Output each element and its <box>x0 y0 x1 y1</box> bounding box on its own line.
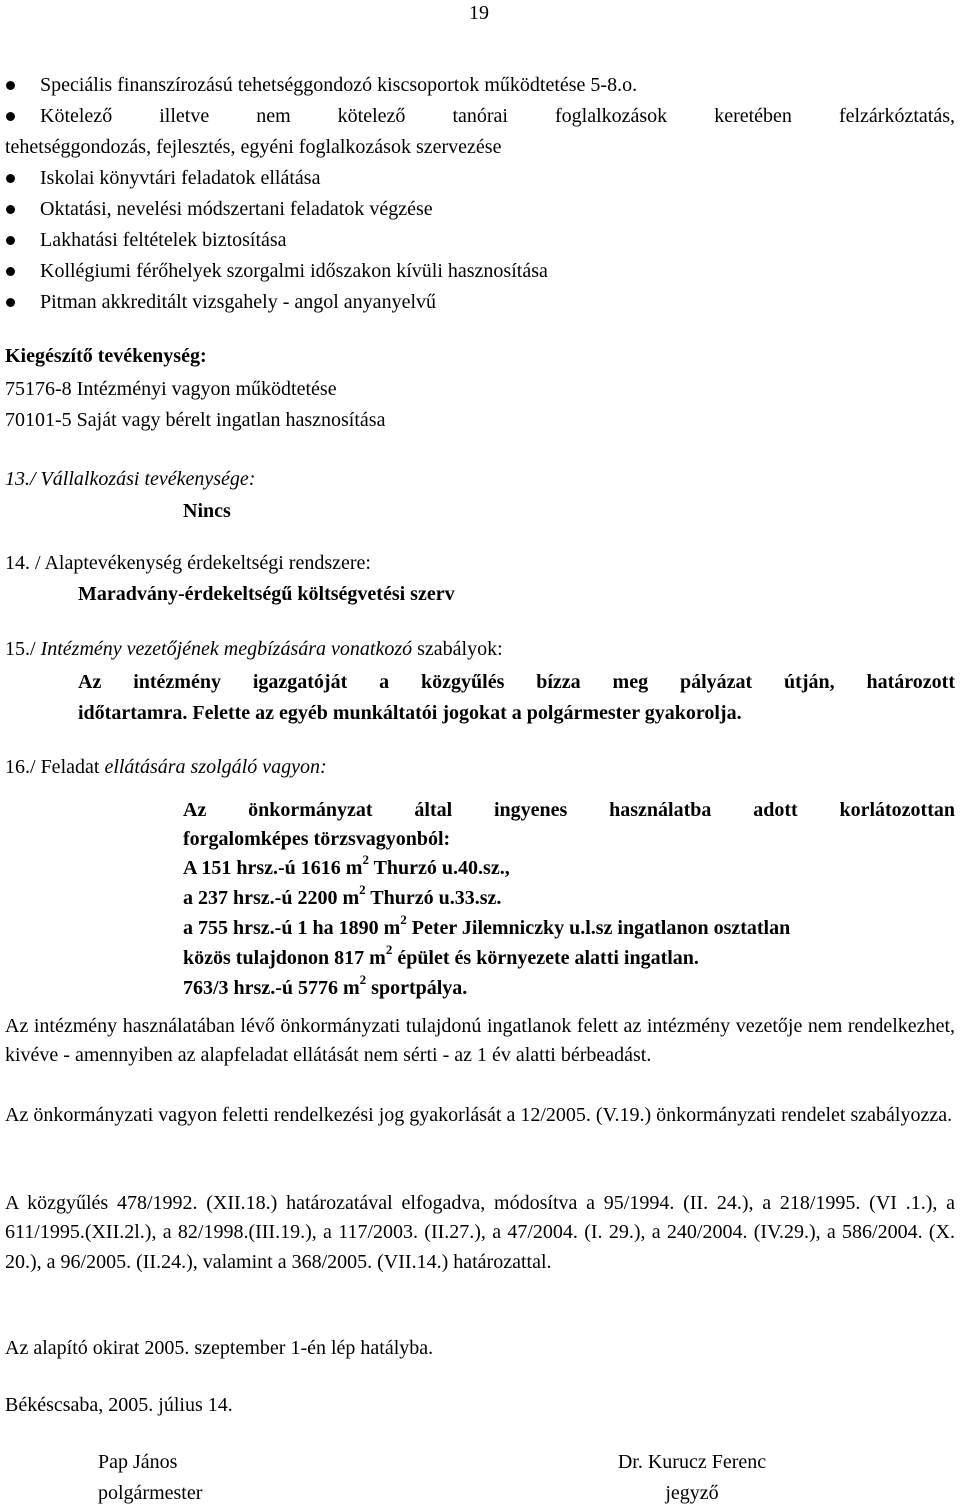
section-14-value: Maradvány-érdekeltségű költségvetési szerv <box>78 583 455 605</box>
list-item: Lakhatási feltételek biztosítása <box>0 225 960 256</box>
supplementary-item: 70101-5 Saját vagy bérelt ingatlan hasznosítása <box>5 409 386 431</box>
list-item-continuation: tehetséggondozás, fejlesztés, egyéni foglalkozások szervezése <box>5 136 502 158</box>
list-item: Pitman akkreditált vizsgahely - angol anyanyelvű <box>0 287 960 318</box>
bullet-icon <box>6 298 15 307</box>
section-15 <box>5 634 955 729</box>
paragraph-amendments: A közgyűlés 478/1992. (XII.18.) határozatával elfogadva, módosítva a 95/1994. (II. 24.), a 218/1995. (VI .1.), a 611/1995.(XII.2l.), a 82/1998.(III.19.), a 117/2003. (II.27.), a 47/2004. (I. 29.), a 240/2004. (IV.29.), a 586/2004. (X. 20.), a 96/2005. (II.24.), valamint a 368/2005. (VII.14.) határozattal. <box>5 1192 955 1273</box>
asset-line: A 151 hrsz.-ú 1616 $m^2$ Thurzó u.40.sz., <box>183 852 510 879</box>
section-15-text: Az intézmény igazgatóját a közgyűlés bízza meg pályázat útján, határozott <box>78 671 955 693</box>
signature-right <box>598 1447 786 1509</box>
section-13 <box>5 464 255 527</box>
section-13-value: Nincs <box>183 500 231 522</box>
list-item: Iskolai könyvtári feladatok ellátása <box>0 163 960 194</box>
paragraph-property-regulation: Az önkormányzati vagyon feletti rendelkezési jog gyakorlását a 12/2005. (V.19.) önkormányzati rendelet szabályozza. <box>5 1104 953 1126</box>
supplementary-heading: Kiegészítő tevékenység: <box>5 345 207 367</box>
bullet-icon <box>6 205 15 214</box>
list-item: Speciális finanszírozású tehetséggondozó kiscsoportok működtetése 5-8.o. <box>0 70 960 101</box>
list-item: Oktatási, nevelési módszertani feladatok végzése <box>0 194 960 225</box>
bullet-icon <box>6 267 15 276</box>
bullet-icon <box>6 81 15 90</box>
asset-line: forgalomképes törzsvagyonból: <box>183 828 451 850</box>
section-16 <box>5 752 955 1004</box>
section-13-label: 13./ Vállalkozási tevékenysége: <box>5 468 256 490</box>
section-14 <box>5 548 455 610</box>
signature-left <box>98 1447 202 1509</box>
section-15-text: időtartamra. Felette az egyéb munkáltatói jogokat a polgármester gyakorolja. <box>78 702 742 724</box>
list-item: Kötelező illetve nem kötelező tanórai foglalkozások keretében felzárkóztatás, <box>0 101 960 132</box>
supplementary-section <box>5 341 385 436</box>
page-number: 19 <box>469 2 489 24</box>
bullet-icon <box>6 236 15 245</box>
asset-line: közös tulajdonon 817 $m^2$ épület és környezete alatti ingatlan. <box>183 942 699 969</box>
signatory-title: jegyző <box>665 1482 719 1504</box>
paragraph-property-use: Az intézmény használatában lévő önkormányzati tulajdonú ingatlanok felett az intézmény vezetője nem rendelkezhet, kivéve - amennyiben az alapfeladat ellátását nem sérti - az 1 év alatti bérbeadást. <box>5 1015 955 1067</box>
bullet-icon <box>6 112 15 121</box>
list-item: Kollégiumi férőhelyek szorgalmi időszakon kívüli hasznosítása <box>0 256 960 287</box>
section-16-label: 16./ Feladat ellátására szolgáló vagyon: <box>5 756 327 778</box>
section-15-label: 15./ Intézmény vezetőjének megbízására vonatkozó szabályok: <box>5 638 503 660</box>
activity-list <box>0 70 960 318</box>
section-14-label: 14. / Alaptevékenység érdekeltségi rendszere: <box>5 552 371 574</box>
supplementary-item: 75176-8 Intézményi vagyon működtetése <box>5 378 337 400</box>
section-16-assets <box>5 796 955 1004</box>
asset-line: Az önkormányzat által ingyenes használatba adott korlátozottan <box>183 799 955 821</box>
asset-line: 763/3 hrsz.-ú 5776 $m^2$ sportpálya. <box>183 972 468 999</box>
paragraph-effective-date: Az alapító okirat 2005. szeptember 1-én lép hatályba. <box>5 1337 434 1359</box>
bullet-icon <box>6 174 15 183</box>
signatory-title: polgármester <box>98 1482 203 1504</box>
place-date: Békéscsaba, 2005. július 14. <box>5 1394 233 1416</box>
asset-line: a 237 hrsz.-ú 2200 $m^2$ Thurzó u.33.sz. <box>183 882 502 909</box>
signatory-name: Dr. Kurucz Ferenc <box>617 1451 767 1473</box>
asset-line: a 755 hrsz.-ú 1 ha 1890 $m^2$ Peter Jilemniczky u.l.sz ingatlanon osztatlan <box>183 912 791 939</box>
signatory-name: Pap János <box>98 1451 178 1473</box>
